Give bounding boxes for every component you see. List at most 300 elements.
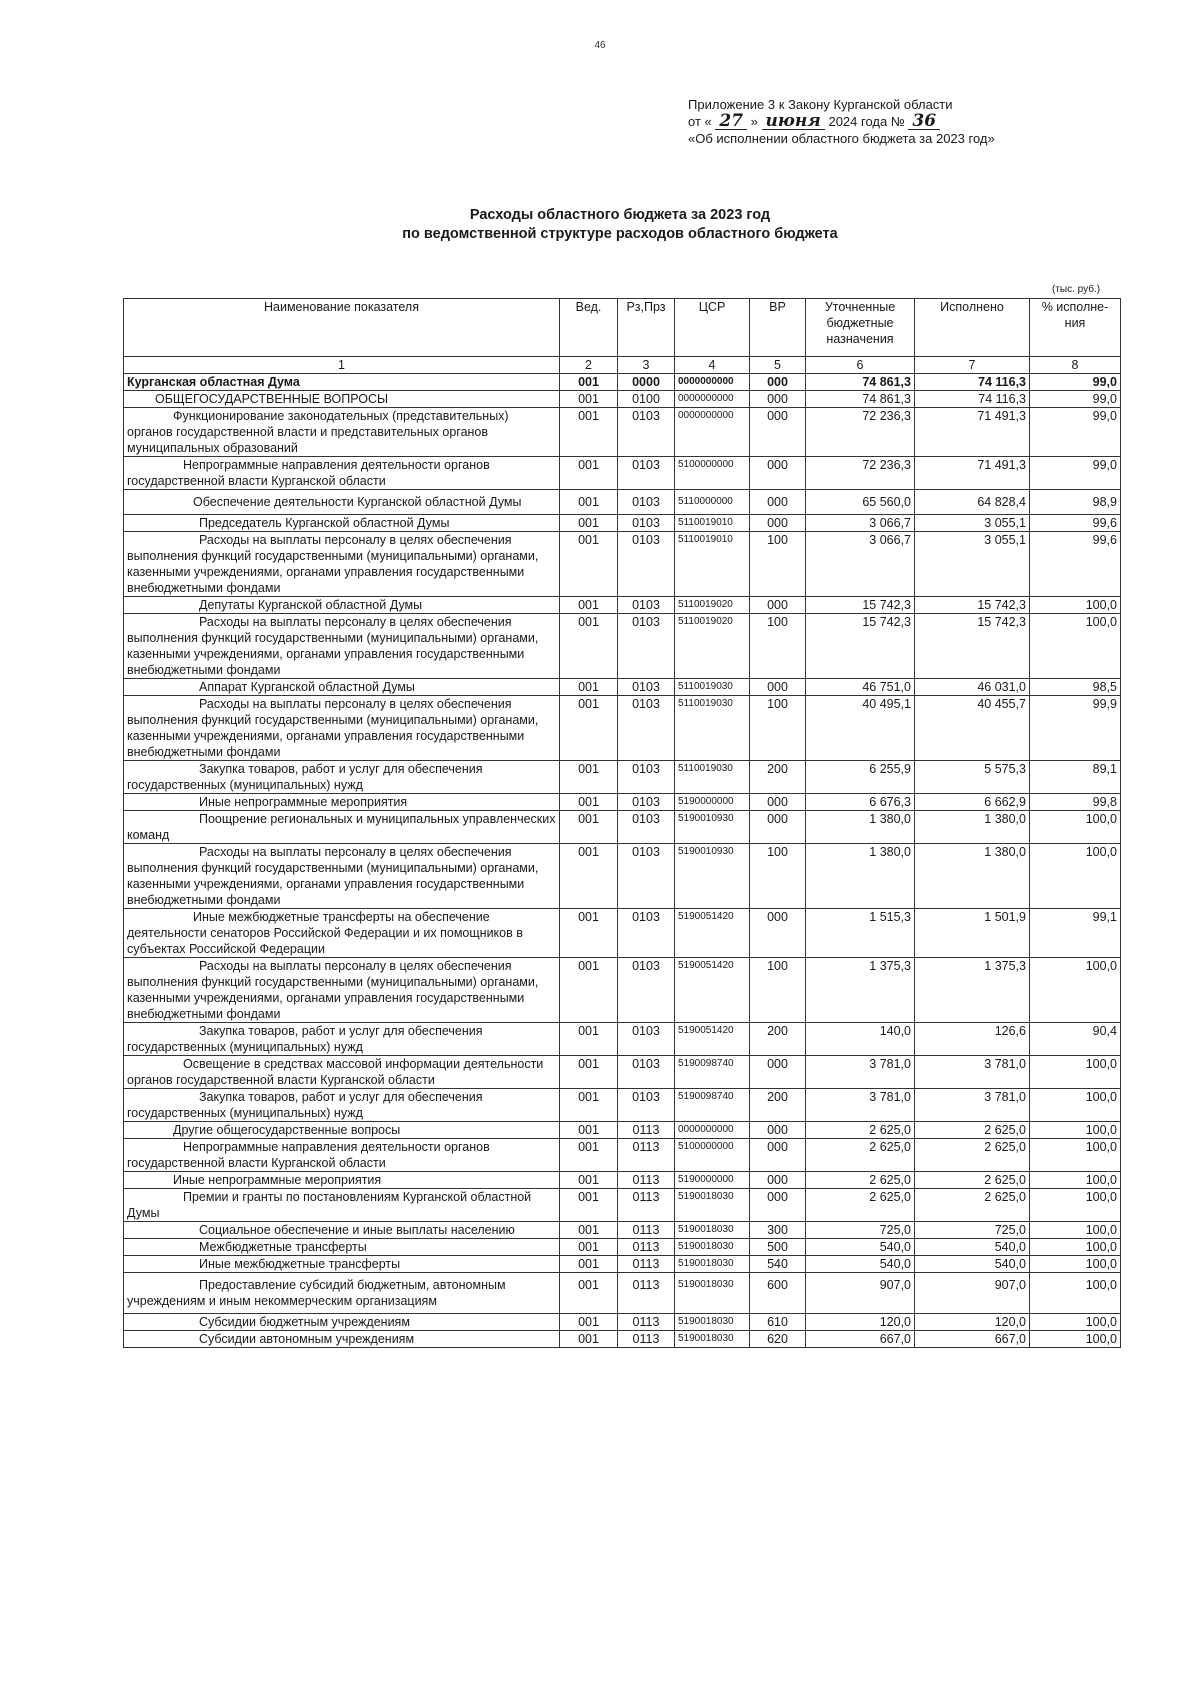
appendix-day: 27 (715, 114, 747, 130)
row-csr: 5110019030 (675, 679, 750, 696)
row-planned: 6 255,9 (806, 761, 915, 794)
row-vr: 000 (750, 515, 806, 532)
row-executed: 725,0 (915, 1222, 1030, 1239)
row-name: Поощрение региональных и муниципальных управленческих команд (124, 811, 560, 844)
row-planned: 74 861,3 (806, 391, 915, 408)
row-csr: 0000000000 (675, 1122, 750, 1139)
appendix-block (688, 96, 1158, 147)
row-planned: 540,0 (806, 1256, 915, 1273)
row-rz-prz: 0103 (618, 761, 675, 794)
row-executed: 907,0 (915, 1273, 1030, 1314)
row-vr: 000 (750, 457, 806, 490)
row-executed: 1 501,9 (915, 909, 1030, 958)
row-planned: 6 676,3 (806, 794, 915, 811)
row-csr: 0000000000 (675, 408, 750, 457)
row-percent: 99,6 (1030, 515, 1121, 532)
row-csr: 5110019010 (675, 532, 750, 597)
table-row (124, 1122, 1121, 1139)
row-percent: 100,0 (1030, 1056, 1121, 1089)
row-vr: 000 (750, 1172, 806, 1189)
row-executed: 2 625,0 (915, 1122, 1030, 1139)
row-ved: 001 (560, 1331, 618, 1348)
row-percent: 100,0 (1030, 1331, 1121, 1348)
row-percent: 89,1 (1030, 761, 1121, 794)
row-csr: 5190051420 (675, 958, 750, 1023)
row-percent: 100,0 (1030, 958, 1121, 1023)
row-planned: 120,0 (806, 1314, 915, 1331)
row-rz-prz: 0113 (618, 1331, 675, 1348)
row-planned: 140,0 (806, 1023, 915, 1056)
column-number: 3 (618, 357, 675, 374)
row-rz-prz: 0103 (618, 1089, 675, 1122)
row-rz-prz: 0103 (618, 1056, 675, 1089)
row-percent: 100,0 (1030, 1273, 1121, 1314)
row-percent: 100,0 (1030, 811, 1121, 844)
budget-table-body (124, 374, 1121, 1348)
row-executed: 46 031,0 (915, 679, 1030, 696)
row-executed: 15 742,3 (915, 597, 1030, 614)
header-vr: ВР (750, 299, 806, 357)
row-csr: 5190018030 (675, 1331, 750, 1348)
row-planned: 72 236,3 (806, 408, 915, 457)
row-name: Функционирование законодательных (представительных) органов государственной власти и представительных органов муниципальных образований (124, 408, 560, 457)
table-row (124, 1089, 1121, 1122)
row-percent: 98,9 (1030, 490, 1121, 515)
column-number: 2 (560, 357, 618, 374)
appendix-date-prefix: от « (688, 114, 712, 129)
header-csr: ЦСР (675, 299, 750, 357)
header-percent: % исполне-ния (1030, 299, 1121, 357)
row-percent: 98,5 (1030, 679, 1121, 696)
row-executed: 1 380,0 (915, 844, 1030, 909)
row-executed: 6 662,9 (915, 794, 1030, 811)
row-executed: 667,0 (915, 1331, 1030, 1348)
row-percent: 100,0 (1030, 614, 1121, 679)
table-row (124, 696, 1121, 761)
row-executed: 2 625,0 (915, 1172, 1030, 1189)
row-planned: 15 742,3 (806, 614, 915, 679)
row-name: ОБЩЕГОСУДАРСТВЕННЫЕ ВОПРОСЫ (124, 391, 560, 408)
row-rz-prz: 0113 (618, 1122, 675, 1139)
table-row (124, 1222, 1121, 1239)
row-csr: 5100000000 (675, 1139, 750, 1172)
row-planned: 3 066,7 (806, 515, 915, 532)
row-csr: 0000000000 (675, 391, 750, 408)
row-name: Премии и гранты по постановлениям Курганской областной Думы (124, 1189, 560, 1222)
row-percent: 99,9 (1030, 696, 1121, 761)
row-rz-prz: 0103 (618, 597, 675, 614)
row-vr: 000 (750, 1189, 806, 1222)
row-executed: 2 625,0 (915, 1139, 1030, 1172)
header-rz: Рз,Прз (618, 299, 675, 357)
row-name: Иные межбюджетные трансферты (124, 1256, 560, 1273)
row-executed: 40 455,7 (915, 696, 1030, 761)
row-rz-prz: 0103 (618, 490, 675, 515)
row-name: Субсидии автономным учреждениям (124, 1331, 560, 1348)
row-vr: 200 (750, 761, 806, 794)
row-name: Непрограммные направления деятельности органов государственной власти Курганской области (124, 1139, 560, 1172)
column-number: 6 (806, 357, 915, 374)
column-number-row (124, 357, 1121, 374)
row-ved: 001 (560, 515, 618, 532)
table-row (124, 1256, 1121, 1273)
row-ved: 001 (560, 1256, 618, 1273)
row-planned: 1 375,3 (806, 958, 915, 1023)
row-name: Председатель Курганской областной Думы (124, 515, 560, 532)
document-title (0, 206, 1200, 244)
row-vr: 100 (750, 696, 806, 761)
page-number: 46 (594, 40, 606, 51)
header-executed: Исполнено (915, 299, 1030, 357)
row-executed: 3 781,0 (915, 1056, 1030, 1089)
title-line-2: по ведомственной структуре расходов областного бюджета (402, 226, 838, 242)
row-rz-prz: 0113 (618, 1239, 675, 1256)
table-row (124, 1239, 1121, 1256)
table-row (124, 1189, 1121, 1222)
row-planned: 1 515,3 (806, 909, 915, 958)
row-vr: 000 (750, 597, 806, 614)
row-vr: 300 (750, 1222, 806, 1239)
row-vr: 000 (750, 679, 806, 696)
row-name: Закупка товаров, работ и услуг для обеспечения государственных (муниципальных) нужд (124, 1089, 560, 1122)
row-planned: 2 625,0 (806, 1172, 915, 1189)
row-name: Расходы на выплаты персоналу в целях обеспечения выполнения функций государственными (муниципальными) органами, казенными учреждениями, органами управления государственными внебюджетными фондами (124, 844, 560, 909)
row-percent: 100,0 (1030, 1122, 1121, 1139)
row-name: Закупка товаров, работ и услуг для обеспечения государственных (муниципальных) нужд (124, 761, 560, 794)
row-planned: 1 380,0 (806, 844, 915, 909)
row-rz-prz: 0103 (618, 1023, 675, 1056)
row-name: Расходы на выплаты персоналу в целях обеспечения выполнения функций государственными (муниципальными) органами, казенными учреждениями, органами управления государственными внебюджетными фондами (124, 614, 560, 679)
row-csr: 5110019030 (675, 761, 750, 794)
title-line-1: Расходы областного бюджета за 2023 год (469, 207, 771, 223)
row-vr: 620 (750, 1331, 806, 1348)
row-name: Субсидии бюджетным учреждениям (124, 1314, 560, 1331)
row-ved: 001 (560, 1273, 618, 1314)
table-row (124, 794, 1121, 811)
table-row (124, 958, 1121, 1023)
row-name: Другие общегосударственные вопросы (124, 1122, 560, 1139)
row-rz-prz: 0103 (618, 679, 675, 696)
row-rz-prz: 0103 (618, 532, 675, 597)
row-csr: 5190010930 (675, 844, 750, 909)
row-vr: 200 (750, 1089, 806, 1122)
row-name: Закупка товаров, работ и услуг для обеспечения государственных (муниципальных) нужд (124, 1023, 560, 1056)
row-rz-prz: 0103 (618, 794, 675, 811)
appendix-line-2 (688, 113, 1158, 130)
appendix-month: июня (762, 114, 825, 130)
row-percent: 99,1 (1030, 909, 1121, 958)
row-name: Социальное обеспечение и иные выплаты населению (124, 1222, 560, 1239)
row-csr: 5190018030 (675, 1189, 750, 1222)
row-executed: 1 380,0 (915, 811, 1030, 844)
row-ved: 001 (560, 597, 618, 614)
row-csr: 5190098740 (675, 1089, 750, 1122)
row-csr: 5190000000 (675, 794, 750, 811)
row-name: Расходы на выплаты персоналу в целях обеспечения выполнения функций государственными (муниципальными) органами, казенными учреждениями, органами управления государственными внебюджетными фондами (124, 696, 560, 761)
row-ved: 001 (560, 1222, 618, 1239)
row-vr: 540 (750, 1256, 806, 1273)
appendix-date-mid: » (750, 114, 758, 129)
row-planned: 72 236,3 (806, 457, 915, 490)
row-vr: 100 (750, 958, 806, 1023)
row-vr: 000 (750, 811, 806, 844)
row-name: Межбюджетные трансферты (124, 1239, 560, 1256)
row-name: Курганская областная Дума (124, 374, 560, 391)
row-rz-prz: 0103 (618, 515, 675, 532)
row-csr: 5190051420 (675, 909, 750, 958)
row-executed: 3 055,1 (915, 532, 1030, 597)
row-planned: 65 560,0 (806, 490, 915, 515)
row-planned: 3 781,0 (806, 1056, 915, 1089)
row-rz-prz: 0113 (618, 1314, 675, 1331)
row-percent: 100,0 (1030, 1239, 1121, 1256)
row-vr: 500 (750, 1239, 806, 1256)
table-row (124, 679, 1121, 696)
row-csr: 5110019030 (675, 696, 750, 761)
row-ved: 001 (560, 1189, 618, 1222)
row-rz-prz: 0113 (618, 1222, 675, 1239)
row-vr: 000 (750, 1122, 806, 1139)
row-csr: 5190018030 (675, 1273, 750, 1314)
table-row (124, 844, 1121, 909)
row-planned: 46 751,0 (806, 679, 915, 696)
row-rz-prz: 0103 (618, 909, 675, 958)
row-rz-prz: 0103 (618, 844, 675, 909)
row-executed: 74 116,3 (915, 374, 1030, 391)
appendix-line-1: Приложение 3 к Закону Курганской области (688, 97, 953, 112)
row-csr: 5110019020 (675, 614, 750, 679)
table-row (124, 1023, 1121, 1056)
table-row (124, 515, 1121, 532)
row-csr: 5110000000 (675, 490, 750, 515)
row-ved: 001 (560, 761, 618, 794)
table-row (124, 811, 1121, 844)
row-ved: 001 (560, 811, 618, 844)
row-percent: 100,0 (1030, 1222, 1121, 1239)
row-rz-prz: 0103 (618, 614, 675, 679)
row-ved: 001 (560, 909, 618, 958)
table-row (124, 490, 1121, 515)
row-percent: 100,0 (1030, 1256, 1121, 1273)
row-executed: 3 055,1 (915, 515, 1030, 532)
row-csr: 5190051420 (675, 1023, 750, 1056)
row-csr: 5190018030 (675, 1239, 750, 1256)
row-name: Расходы на выплаты персоналу в целях обеспечения выполнения функций государственными (муниципальными) органами, казенными учреждениями, органами управления государственными внебюджетными фондами (124, 532, 560, 597)
row-planned: 1 380,0 (806, 811, 915, 844)
table-row (124, 374, 1121, 391)
row-name: Предоставление субсидий бюджетным, автономным учреждениям и иным некоммерческим организациям (124, 1273, 560, 1314)
row-name: Иные межбюджетные трансферты на обеспечение деятельности сенаторов Российской Федерации и их помощников в субъектах Российской Федерации (124, 909, 560, 958)
row-csr: 5190018030 (675, 1222, 750, 1239)
row-ved: 001 (560, 1023, 618, 1056)
header-planned: Уточненные бюджетные назначения (806, 299, 915, 357)
row-executed: 540,0 (915, 1239, 1030, 1256)
row-planned: 2 625,0 (806, 1122, 915, 1139)
row-ved: 001 (560, 1172, 618, 1189)
row-name: Аппарат Курганской областной Думы (124, 679, 560, 696)
row-ved: 001 (560, 1056, 618, 1089)
row-percent: 99,8 (1030, 794, 1121, 811)
row-ved: 001 (560, 1122, 618, 1139)
row-ved: 001 (560, 794, 618, 811)
row-executed: 126,6 (915, 1023, 1030, 1056)
column-number: 8 (1030, 357, 1121, 374)
row-percent: 99,6 (1030, 532, 1121, 597)
row-executed: 71 491,3 (915, 457, 1030, 490)
table-row (124, 391, 1121, 408)
row-rz-prz: 0103 (618, 457, 675, 490)
row-name: Расходы на выплаты персоналу в целях обеспечения выполнения функций государственными (муниципальными) органами, казенными учреждениями, органами управления государственными внебюджетными фондами (124, 958, 560, 1023)
row-name: Депутаты Курганской областной Думы (124, 597, 560, 614)
row-executed: 1 375,3 (915, 958, 1030, 1023)
row-name: Иные непрограммные мероприятия (124, 1172, 560, 1189)
row-planned: 2 625,0 (806, 1189, 915, 1222)
row-executed: 71 491,3 (915, 408, 1030, 457)
row-percent: 100,0 (1030, 844, 1121, 909)
row-percent: 90,4 (1030, 1023, 1121, 1056)
table-row (124, 614, 1121, 679)
row-vr: 000 (750, 1056, 806, 1089)
row-ved: 001 (560, 1139, 618, 1172)
row-vr: 000 (750, 374, 806, 391)
row-csr: 0000000000 (675, 374, 750, 391)
table-row (124, 1273, 1121, 1314)
table-row (124, 761, 1121, 794)
row-executed: 120,0 (915, 1314, 1030, 1331)
row-percent: 100,0 (1030, 1172, 1121, 1189)
table-row (124, 1331, 1121, 1348)
header-row (124, 299, 1121, 357)
row-vr: 000 (750, 391, 806, 408)
units-label: (тыс. руб.) (1052, 284, 1101, 295)
table-row (124, 532, 1121, 597)
row-ved: 001 (560, 1314, 618, 1331)
row-csr: 5110019020 (675, 597, 750, 614)
row-percent: 100,0 (1030, 1089, 1121, 1122)
row-planned: 2 625,0 (806, 1139, 915, 1172)
row-planned: 907,0 (806, 1273, 915, 1314)
row-planned: 725,0 (806, 1222, 915, 1239)
row-csr: 5110019010 (675, 515, 750, 532)
row-executed: 64 828,4 (915, 490, 1030, 515)
row-ved: 001 (560, 1239, 618, 1256)
row-executed: 540,0 (915, 1256, 1030, 1273)
row-vr: 600 (750, 1273, 806, 1314)
table-row (124, 909, 1121, 958)
row-name: Освещение в средствах массовой информации деятельности органов государственной власти Курганской области (124, 1056, 560, 1089)
row-planned: 74 861,3 (806, 374, 915, 391)
row-rz-prz: 0103 (618, 408, 675, 457)
table-row (124, 597, 1121, 614)
row-rz-prz: 0100 (618, 391, 675, 408)
row-csr: 5190098740 (675, 1056, 750, 1089)
row-rz-prz: 0113 (618, 1273, 675, 1314)
row-executed: 74 116,3 (915, 391, 1030, 408)
row-executed: 2 625,0 (915, 1189, 1030, 1222)
row-name: Обеспечение деятельности Курганской областной Думы (124, 490, 560, 515)
row-percent: 100,0 (1030, 1189, 1121, 1222)
row-vr: 000 (750, 408, 806, 457)
row-ved: 001 (560, 958, 618, 1023)
table-row (124, 1139, 1121, 1172)
appendix-line-3: «Об исполнении областного бюджета за 2023 год» (688, 131, 995, 146)
table-row (124, 1056, 1121, 1089)
row-rz-prz: 0113 (618, 1189, 675, 1222)
table-row (124, 457, 1121, 490)
row-planned: 3 066,7 (806, 532, 915, 597)
row-ved: 001 (560, 374, 618, 391)
row-percent: 99,0 (1030, 391, 1121, 408)
appendix-number: 36 (908, 114, 940, 130)
row-percent: 100,0 (1030, 597, 1121, 614)
row-rz-prz: 0113 (618, 1139, 675, 1172)
row-ved: 001 (560, 457, 618, 490)
row-executed: 5 575,3 (915, 761, 1030, 794)
row-rz-prz: 0103 (618, 696, 675, 761)
row-vr: 000 (750, 794, 806, 811)
row-planned: 15 742,3 (806, 597, 915, 614)
header-name: Наименование показателя (124, 299, 560, 357)
table-row (124, 408, 1121, 457)
row-executed: 15 742,3 (915, 614, 1030, 679)
row-rz-prz: 0103 (618, 958, 675, 1023)
row-csr: 5100000000 (675, 457, 750, 490)
row-csr: 5190018030 (675, 1256, 750, 1273)
row-csr: 5190000000 (675, 1172, 750, 1189)
row-planned: 40 495,1 (806, 696, 915, 761)
row-ved: 001 (560, 391, 618, 408)
row-rz-prz: 0113 (618, 1256, 675, 1273)
column-number: 1 (124, 357, 560, 374)
row-ved: 001 (560, 408, 618, 457)
row-executed: 3 781,0 (915, 1089, 1030, 1122)
row-planned: 540,0 (806, 1239, 915, 1256)
row-ved: 001 (560, 696, 618, 761)
row-percent: 99,0 (1030, 408, 1121, 457)
row-ved: 001 (560, 490, 618, 515)
row-ved: 001 (560, 1089, 618, 1122)
row-ved: 001 (560, 679, 618, 696)
table-row (124, 1314, 1121, 1331)
row-ved: 001 (560, 532, 618, 597)
row-vr: 000 (750, 1139, 806, 1172)
column-number: 7 (915, 357, 1030, 374)
row-planned: 667,0 (806, 1331, 915, 1348)
row-csr: 5190018030 (675, 1314, 750, 1331)
column-number: 4 (675, 357, 750, 374)
row-name: Непрограммные направления деятельности органов государственной власти Курганской области (124, 457, 560, 490)
row-vr: 100 (750, 532, 806, 597)
column-number: 5 (750, 357, 806, 374)
row-percent: 99,0 (1030, 374, 1121, 391)
row-name: Иные непрограммные мероприятия (124, 794, 560, 811)
row-vr: 610 (750, 1314, 806, 1331)
row-percent: 100,0 (1030, 1314, 1121, 1331)
header-ved: Вед. (560, 299, 618, 357)
row-rz-prz: 0103 (618, 811, 675, 844)
appendix-year: 2024 года № (828, 114, 905, 129)
row-ved: 001 (560, 844, 618, 909)
row-ved: 001 (560, 614, 618, 679)
budget-table (123, 298, 1121, 1348)
row-vr: 000 (750, 490, 806, 515)
row-percent: 100,0 (1030, 1139, 1121, 1172)
row-vr: 100 (750, 614, 806, 679)
row-vr: 200 (750, 1023, 806, 1056)
row-csr: 5190010930 (675, 811, 750, 844)
table-row (124, 1172, 1121, 1189)
row-vr: 000 (750, 909, 806, 958)
